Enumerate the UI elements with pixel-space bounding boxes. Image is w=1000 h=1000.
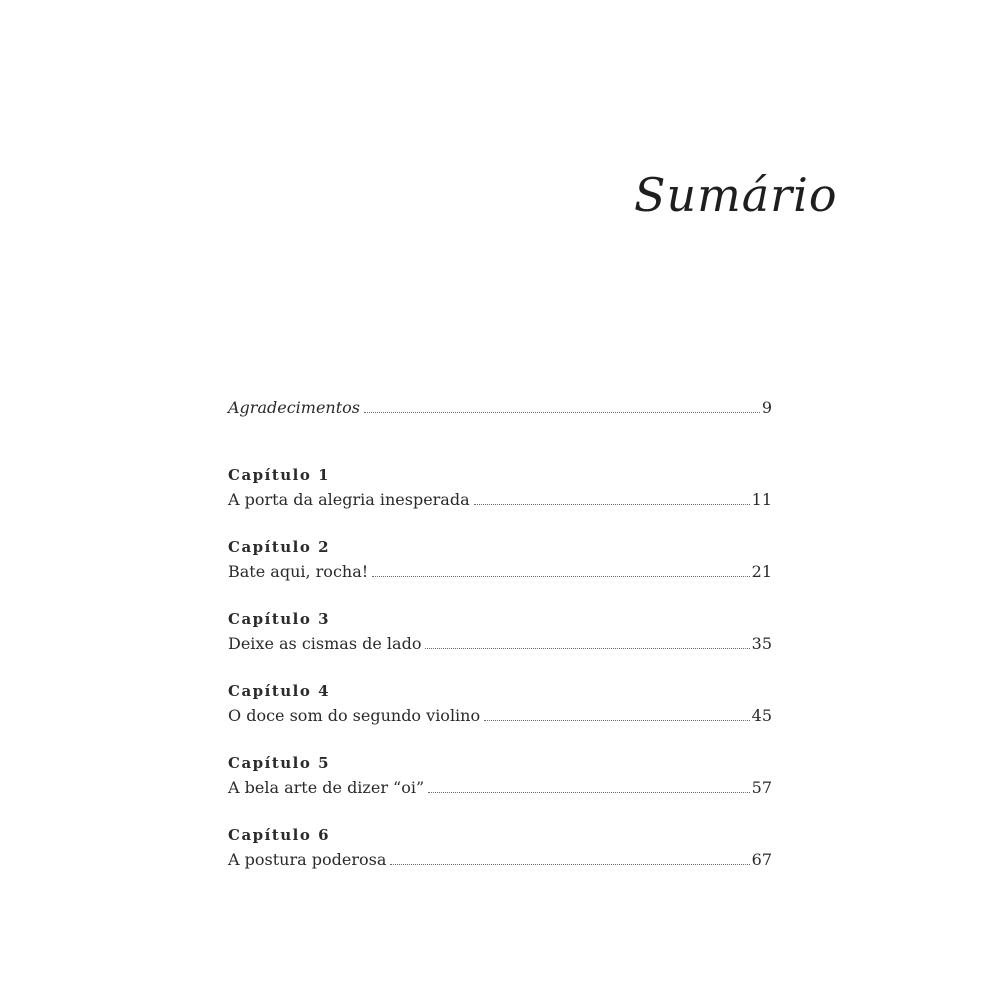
toc-entry-label: A porta da alegria inesperada	[228, 490, 470, 509]
toc-entry-chapter-6	[228, 850, 772, 884]
chapter-heading: Capítulo 3	[228, 610, 331, 628]
dot-leader	[428, 792, 749, 793]
dot-leader	[372, 576, 749, 577]
chapter-heading: Capítulo 6	[228, 826, 331, 844]
toc-page-number: 21	[751, 562, 772, 581]
toc-entry-acknowledgments	[228, 398, 772, 432]
toc-entry-label: Bate aqui, rocha!	[228, 562, 369, 581]
dot-leader	[364, 412, 760, 413]
table-of-contents	[228, 398, 772, 884]
toc-page-number: 11	[751, 490, 772, 509]
toc-entry-chapter-1	[228, 490, 772, 524]
toc-entry-label: A postura poderosa	[228, 850, 387, 869]
toc-entry-label: Agradecimentos	[228, 398, 360, 417]
toc-entry-chapter-3	[228, 634, 772, 668]
dot-leader	[484, 720, 750, 721]
toc-entry-chapter-2	[228, 562, 772, 596]
dot-leader	[425, 648, 749, 649]
chapter-heading: Capítulo 2	[228, 538, 331, 556]
page-title: Sumário	[634, 168, 838, 222]
toc-page-number: 45	[751, 706, 772, 725]
toc-page-number: 9	[761, 398, 772, 417]
toc-entry-label: O doce som do segundo violino	[228, 706, 481, 725]
dot-leader	[390, 864, 749, 865]
toc-entry-chapter-4	[228, 706, 772, 740]
chapter-heading: Capítulo 4	[228, 682, 331, 700]
toc-entry-chapter-5	[228, 778, 772, 812]
toc-entry-label: Deixe as cismas de lado	[228, 634, 422, 653]
toc-page-number: 67	[751, 850, 772, 869]
toc-page-number: 57	[751, 778, 772, 797]
toc-entry-label: A bela arte de dizer “oi”	[228, 778, 425, 797]
toc-page-number: 35	[751, 634, 772, 653]
chapter-heading: Capítulo 5	[228, 754, 331, 772]
chapter-heading: Capítulo 1	[228, 466, 331, 484]
dot-leader	[474, 504, 750, 505]
